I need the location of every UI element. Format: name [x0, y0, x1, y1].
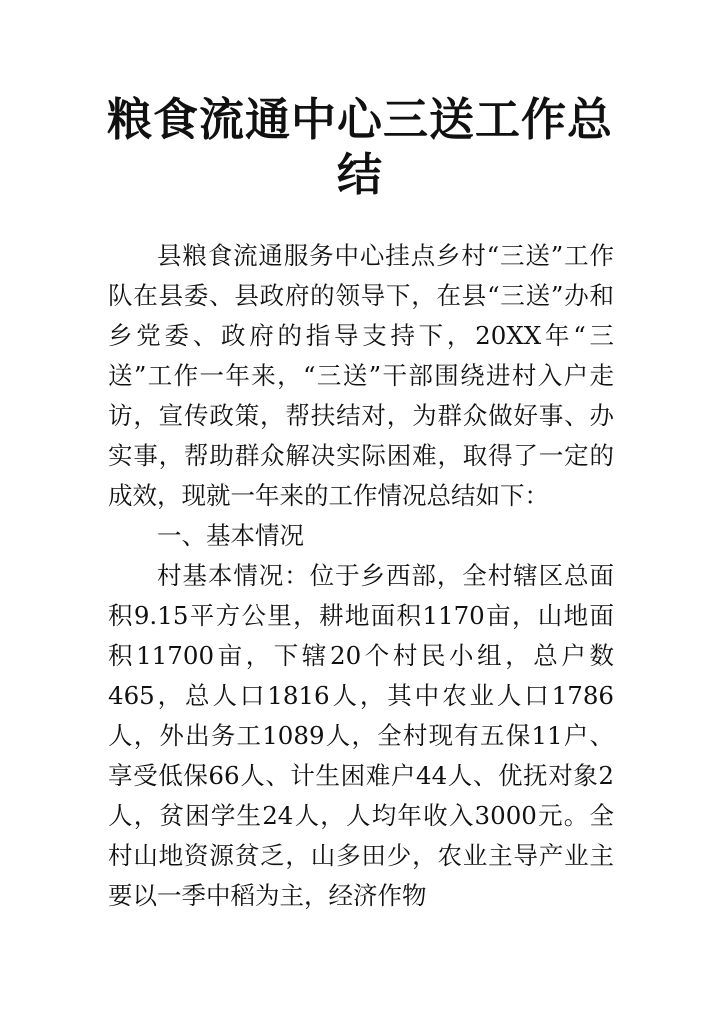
section-heading-basic-info: 一、基本情况 — [157, 521, 304, 550]
document-body — [108, 236, 614, 916]
paragraph-village-info: 村基本情况：位于乡西部，全村辖区总面积9.15平方公里，耕地面积1170亩，山地面积11700亩，下辖20个村民小组，总户数465，总人口1816人，其中农业人口1786人，外出务工1089人，全村现有五保11户、享受低保66人、计生困难户44人、优抚对象2人，贫困学生24人，人均年收入3000元。全村山地资源贫乏，山多田少，农业主导产业主要以一季中稻为主，经济作物 — [108, 561, 614, 910]
document-title: 粮食流通中心三送工作总结 — [106, 93, 613, 201]
paragraph-intro: 县粮食流通服务中心挂点乡村“三送”工作队在县委、县政府的领导下，在县“三送”办和乡党委、政府的指导支持下，20XX年“三送”工作一年来，“三送”干部围绕进村入户走访，宣传政策，帮扶结对，为群众做好事、办实事，帮助群众解决实际困难，取得了一定的成效，现就一年来的工作情况总结如下： — [108, 241, 614, 510]
